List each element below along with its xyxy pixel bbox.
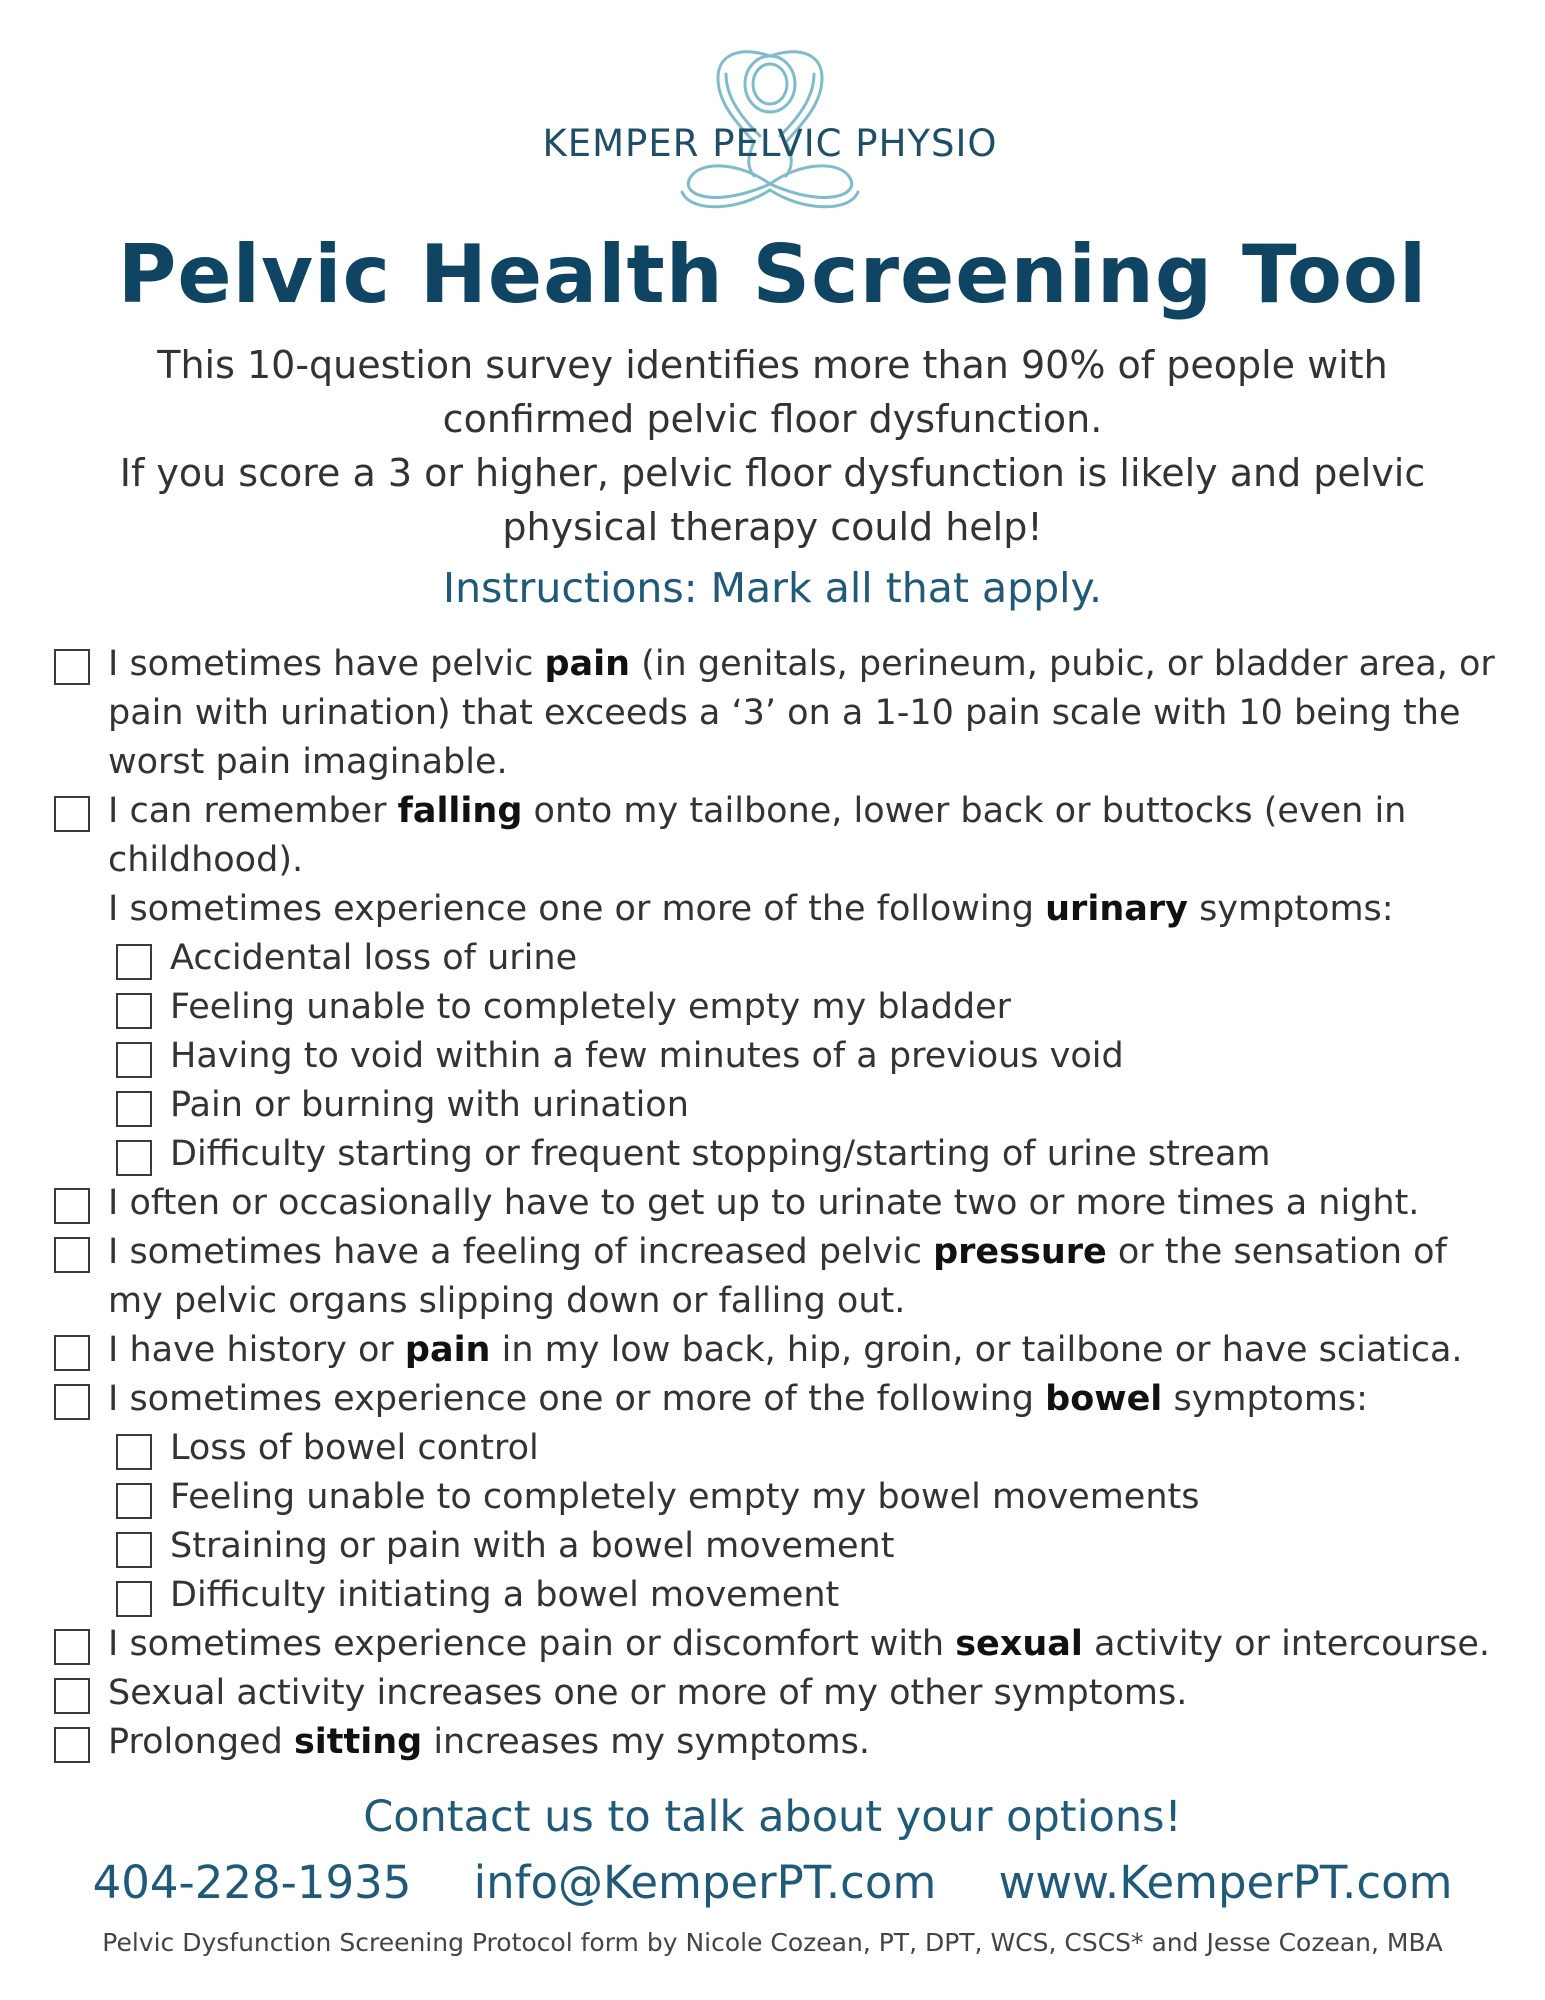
email-link[interactable]: info@KemperPT.com: [473, 1856, 937, 1909]
checkbox-urinary-3[interactable]: [116, 1042, 152, 1078]
item-text: activity or intercourse.: [1082, 1624, 1490, 1664]
item-text: Pain or burning with urination: [170, 1085, 689, 1125]
checkbox-urinary-2[interactable]: [116, 993, 152, 1029]
item-text: symptoms:: [1187, 889, 1394, 929]
sub-item-bowel: [52, 1424, 1502, 1473]
website-link[interactable]: www.KemperPT.com: [998, 1856, 1453, 1909]
sub-item-bowel: [52, 1571, 1502, 1620]
item-text: I have history or: [108, 1330, 405, 1370]
sub-item-urinary: [52, 934, 1502, 983]
item-text: I sometimes experience one or more of the following: [108, 889, 1046, 929]
item-keyword: bowel: [1045, 1379, 1163, 1419]
item-keyword: sexual: [955, 1624, 1083, 1664]
item-keyword: urinary: [1045, 889, 1188, 929]
list-item-night: [52, 1179, 1502, 1228]
checkbox-urinary-4[interactable]: [116, 1091, 152, 1127]
credit-line: Pelvic Dysfunction Screening Protocol form by Nicole Cozean, PT, DPT, WCS, CSCS* and Jesse Cozean, MBA: [102, 1928, 1443, 1957]
item-text: Feeling unable to completely empty my bowel movements: [170, 1477, 1200, 1517]
item-keyword: falling: [397, 791, 523, 831]
checklist: [52, 640, 1502, 1767]
item-keyword: sitting: [293, 1722, 423, 1762]
item-text: I sometimes have a feeling of increased pelvic: [108, 1232, 934, 1272]
item-text: or the sensation of my pelvic organs slipping down or falling out.: [108, 1232, 1447, 1321]
page-title: Pelvic Health Screening Tool: [117, 228, 1428, 321]
sub-item-urinary: [52, 1081, 1502, 1130]
intro-paragraph: [80, 338, 1465, 554]
item-text: in my low back, hip, groin, or tailbone or have sciatica.: [490, 1330, 1463, 1370]
checkbox-urinary-1[interactable]: [116, 944, 152, 980]
item-text: I often or occasionally have to get up to urinate two or more times a night.: [108, 1183, 1420, 1223]
logo-text: KEMPER PELVIC PHYSIO: [542, 122, 998, 165]
contact-details: [0, 1856, 1545, 1909]
list-item-sexual-increase: [52, 1669, 1502, 1718]
item-text: Having to void within a few minutes of a previous void: [170, 1036, 1124, 1076]
intro-line-1: This 10-question survey identifies more than 90% of people with confirmed pelvic floor dysfunction.: [157, 343, 1388, 441]
sub-item-bowel: [52, 1473, 1502, 1522]
item-text: increases my symptoms.: [422, 1722, 870, 1762]
item-keyword: pressure: [933, 1232, 1107, 1272]
item-text: Difficulty starting or frequent stopping/starting of urine stream: [170, 1134, 1271, 1174]
item-keyword: pain: [404, 1330, 491, 1370]
checkbox-falling[interactable]: [54, 796, 90, 832]
checkbox-night[interactable]: [54, 1188, 90, 1224]
checkbox-sexual[interactable]: [54, 1629, 90, 1665]
checkbox-bowel-3[interactable]: [116, 1532, 152, 1568]
sub-item-urinary: [52, 983, 1502, 1032]
checkbox-urinary-5[interactable]: [116, 1140, 152, 1176]
phone-number[interactable]: 404-228-1935: [92, 1856, 412, 1909]
item-text: I can remember: [108, 791, 398, 831]
list-item-back: [52, 1326, 1502, 1375]
item-text: Feeling unable to completely empty my bladder: [170, 987, 1012, 1027]
item-text: Prolonged: [108, 1722, 294, 1762]
list-item-falling: [52, 787, 1502, 885]
list-item-urinary: [52, 885, 1502, 934]
sub-item-urinary: [52, 1130, 1502, 1179]
list-item-sitting: [52, 1718, 1502, 1767]
item-text: I sometimes have pelvic: [108, 644, 545, 684]
item-text: Straining or pain with a bowel movement: [170, 1526, 895, 1566]
intro-line-2: If you score a 3 or higher, pelvic floor dysfunction is likely and pelvic physical therapy could help!: [119, 451, 1426, 549]
item-text: I sometimes experience one or more of the following: [108, 1379, 1046, 1419]
item-text: I sometimes experience pain or discomfort with: [108, 1624, 956, 1664]
item-text: symptoms:: [1162, 1379, 1368, 1419]
checkbox-bowel-1[interactable]: [116, 1434, 152, 1470]
item-text: onto my tailbone, lower back or buttocks (even in childhood).: [108, 791, 1407, 880]
checkbox-pressure[interactable]: [54, 1237, 90, 1273]
list-item-sexual: [52, 1620, 1502, 1669]
contact-heading: Contact us to talk about your options!: [363, 1792, 1182, 1842]
checkbox-bowel-4[interactable]: [116, 1581, 152, 1617]
sub-item-bowel: [52, 1522, 1502, 1571]
checkbox-pain[interactable]: [54, 649, 90, 685]
item-keyword: pain: [544, 644, 631, 684]
sub-item-urinary: [52, 1032, 1502, 1081]
checkbox-sitting[interactable]: [54, 1727, 90, 1763]
instructions: Instructions: Mark all that apply.: [442, 564, 1103, 612]
checkbox-back[interactable]: [54, 1335, 90, 1371]
list-item-pressure: [52, 1228, 1502, 1326]
list-item-pain: [52, 640, 1502, 787]
item-text: Difficulty initiating a bowel movement: [170, 1575, 840, 1615]
checkbox-bowel[interactable]: [54, 1384, 90, 1420]
item-text: Accidental loss of urine: [170, 938, 578, 978]
checkbox-bowel-2[interactable]: [116, 1483, 152, 1519]
item-text: (in genitals, perineum, pubic, or bladder area, or pain with urination) that exceeds a ‘3’ on a 1-10 pain scale with 10 being the worst pain imaginable.: [108, 644, 1495, 782]
item-text: Loss of bowel control: [170, 1428, 539, 1468]
kemper-logo: [540, 44, 1000, 224]
list-item-bowel: [52, 1375, 1502, 1424]
checkbox-sexual-increase[interactable]: [54, 1678, 90, 1714]
item-text: Sexual activity increases one or more of my other symptoms.: [108, 1673, 1188, 1713]
